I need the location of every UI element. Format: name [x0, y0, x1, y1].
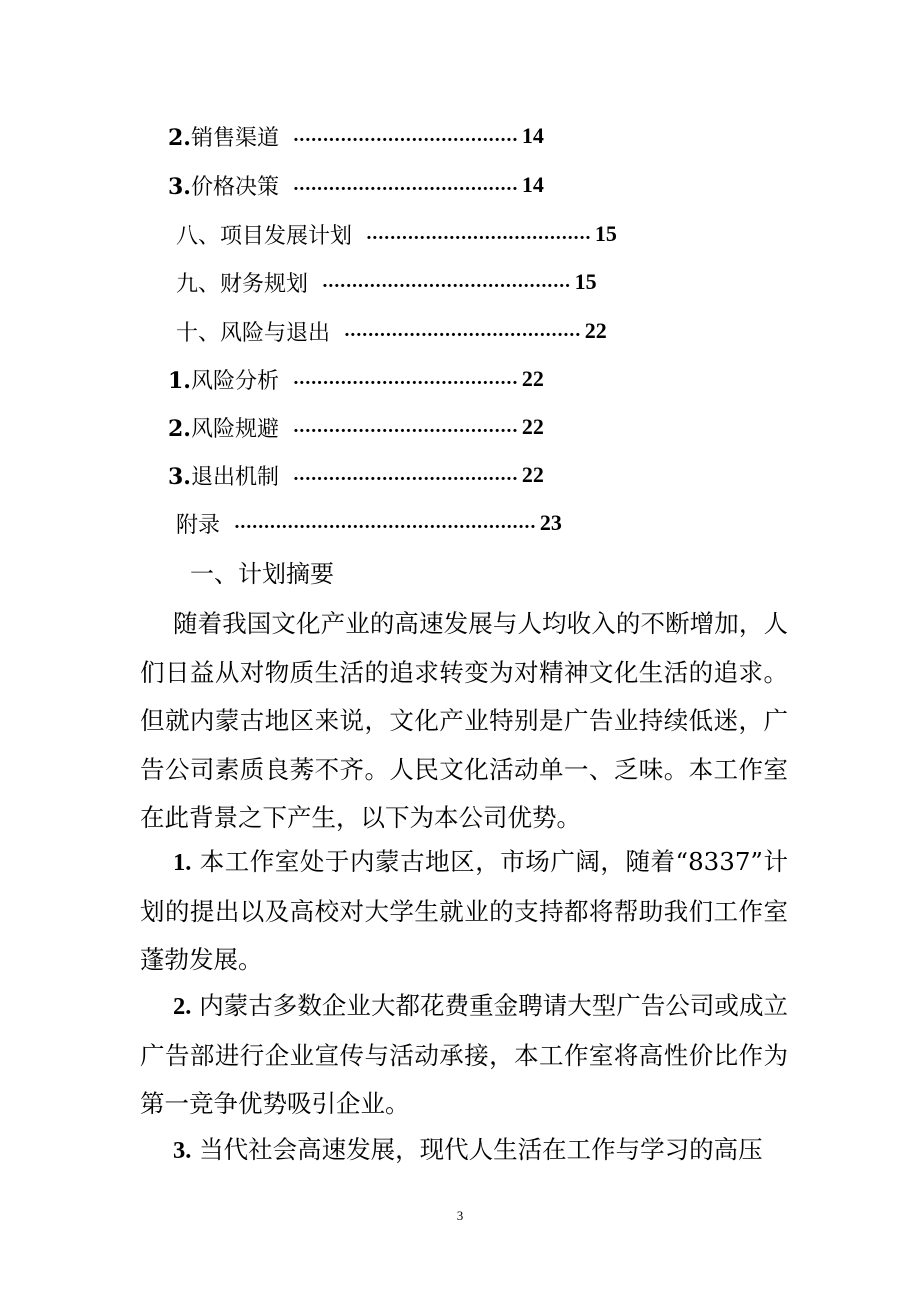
toc-entry-pricing[interactable]: [168, 168, 544, 202]
toc-leader-dots: ......................................: [292, 417, 518, 437]
point-text: 当代社会高速发展，现代人生活在工作与学习的高压: [191, 1135, 763, 1164]
toc-leader-dots: ......................................: [292, 126, 518, 146]
toc-entry-financial-plan[interactable]: [176, 265, 597, 299]
toc-entry-number: 1.: [168, 367, 191, 394]
point-text: 本工作室处于内蒙古地区，市场广阔，随着“8337”计划的提出以及高校对大学生就业的支持都将帮助我们工作室蓬勃发展。: [140, 847, 788, 974]
toc-page-number: 22: [521, 462, 544, 487]
intro-paragraph: 随着我国文化产业的高速发展与人均收入的不断增加，人们日益从对物质生活的追求转变为对精神文化生活的追求。但就内蒙古地区来说，文化产业特别是广告业持续低迷，广告公司素质良莠不齐。人民文化活动单一、乏味。本工作室在此背景之下产生，以下为本公司优势。: [140, 609, 788, 832]
toc-page-number: 22: [521, 414, 544, 439]
toc-entry-number: 3.: [168, 463, 191, 490]
toc-page-number: 15: [594, 221, 617, 246]
toc-entry-development-plan[interactable]: [176, 217, 617, 251]
toc-leader-dots: ........................................: [344, 321, 581, 341]
toc-leader-dots: ......................................: [292, 369, 518, 389]
toc-leader-dots: ......................................: [366, 224, 591, 244]
toc-page-number: 23: [539, 510, 562, 535]
toc-entry-appendix[interactable]: [176, 506, 562, 540]
toc-entry-exit-mechanism[interactable]: [168, 458, 544, 492]
toc-entry-number: 2.: [168, 415, 191, 442]
toc-leader-dots: ...................................................: [234, 513, 536, 533]
toc-entry-label: 风险分析: [190, 368, 279, 394]
toc-page-number: 14: [521, 123, 544, 148]
toc-leader-dots: ..........................................: [322, 272, 571, 292]
section-heading: 一、计划摘要: [190, 560, 334, 588]
toc-entry-label: 八、项目发展计划: [176, 223, 353, 249]
toc-leader-dots: ......................................: [292, 175, 518, 195]
toc-entry-label: 附录: [176, 512, 221, 538]
toc-entry-label: 价格决策: [190, 174, 279, 200]
toc-entry-risk-analysis[interactable]: [168, 362, 544, 396]
toc-page-number: 22: [521, 366, 544, 391]
toc-entry-sales-channels[interactable]: [168, 119, 544, 153]
point-number: 2.: [173, 993, 192, 1020]
point-number: 3.: [173, 1137, 192, 1164]
toc-entry-label: 风险规避: [190, 416, 279, 442]
toc-entry-label: 销售渠道: [190, 125, 279, 151]
toc-entry-number: 2.: [168, 124, 191, 151]
toc-leader-dots: ......................................: [292, 465, 518, 485]
point-text: 内蒙古多数企业大都花费重金聘请大型广告公司或成立广告部进行企业宣传与活动承接，本工作室将高性价比作为第一竞争优势吸引企业。: [140, 991, 788, 1118]
toc-entry-number: 3.: [168, 173, 191, 200]
toc-entry-label: 九、财务规划: [176, 271, 309, 297]
toc-page-number: 22: [584, 318, 607, 343]
advantage-point-2: [140, 982, 788, 1129]
advantage-point-3: [140, 1126, 788, 1176]
toc-entry-label: 退出机制: [190, 464, 279, 490]
advantage-point-1: [140, 838, 788, 985]
toc-page-number: 14: [521, 172, 544, 197]
toc-entry-label: 十、风险与退出: [176, 320, 331, 346]
toc-page-number: 15: [574, 269, 597, 294]
page-number: 3: [456, 1208, 464, 1223]
point-number: 1.: [173, 849, 192, 876]
toc-entry-risk-avoidance[interactable]: [168, 410, 544, 444]
toc-entry-risk-exit[interactable]: [176, 314, 607, 348]
